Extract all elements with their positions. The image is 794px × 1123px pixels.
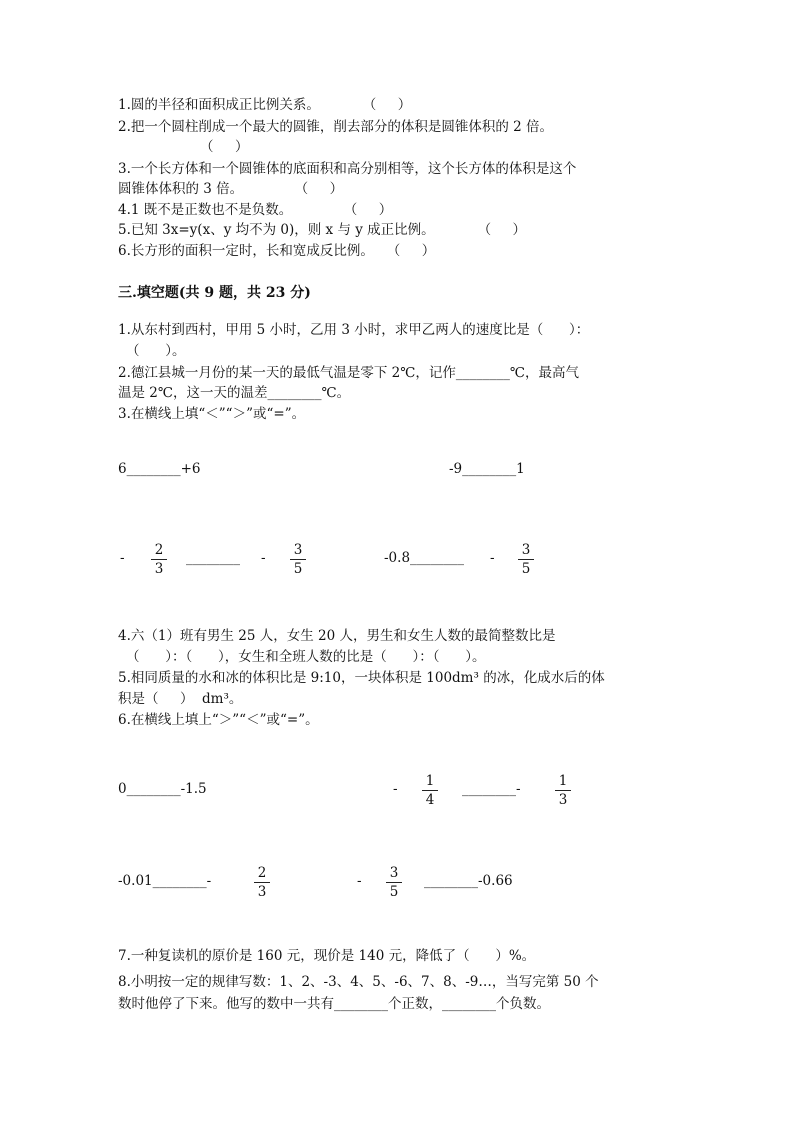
- fraction-numerator: 3: [293, 542, 303, 558]
- fraction-denominator: 5: [389, 884, 399, 900]
- fill-q4-line2: （ ）：（ ），女生和全班人数的比是（ ）：（ ）。: [126, 649, 486, 665]
- fraction-numerator: 1: [425, 773, 435, 789]
- fraction-denominator: 4: [425, 792, 435, 808]
- minus-sign: -: [261, 550, 266, 566]
- fraction-bar: [555, 790, 571, 791]
- fraction-denominator: 3: [558, 792, 568, 808]
- minus-sign: -: [357, 873, 362, 889]
- fill-q4-line1: 4.六（1）班有男生 25 人，女生 20 人，男生和女生人数的最简整数比是: [118, 628, 556, 644]
- fill-q8-line2: 数时他停了下来。他写的数中一共有________个正数，________个负数。: [118, 996, 550, 1012]
- answer-blank: ________-: [462, 781, 521, 797]
- judge-q4: 4.1 既不是正数也不是负数。 （ ）: [118, 202, 393, 218]
- q3-compare-4-left: -0.8________: [384, 550, 465, 566]
- fill-q5-line1: 5.相同质量的水和冰的体积比是 9:10，一块体积是 100dm³ 的冰，化成水后的体: [118, 670, 605, 686]
- fraction-denominator: 5: [521, 561, 531, 577]
- fraction: [254, 865, 270, 900]
- fraction: [422, 773, 438, 808]
- answer-blank: ________: [186, 550, 240, 566]
- q6-compare-4-right: ________-0.66: [424, 873, 513, 889]
- section-title: 三.填空题(共 9 题，共 23 分): [118, 285, 311, 301]
- judge-q2-line1: 2.把一个圆柱削成一个最大的圆锥，削去部分的体积是圆锥体积的 2 倍。: [118, 119, 554, 135]
- q3-compare-1: 6________+6: [118, 461, 201, 477]
- fraction-bar: [422, 790, 438, 791]
- fill-q5-line2: 积是（ ） dm³。: [118, 691, 243, 707]
- fraction-bar: [386, 882, 402, 883]
- fraction-numerator: 2: [257, 865, 267, 881]
- fraction: [151, 542, 167, 577]
- fill-q8-line1: 8.小明按一定的规律写数：1、2、-3、4、5、-6、7、8、-9…，当写完第 50 个: [118, 974, 599, 990]
- fill-q1-line1: 1.从东村到西村，甲用 5 小时，乙用 3 小时，求甲乙两人的速度比是（ ）：: [118, 322, 590, 338]
- fraction-bar: [151, 559, 167, 560]
- fraction-numerator: 3: [521, 542, 531, 558]
- fraction-denominator: 5: [293, 561, 303, 577]
- fill-q3: 3.在横线上填“＜”“＞”或“=”。: [118, 406, 306, 422]
- fraction-bar: [518, 559, 534, 560]
- fraction-numerator: 3: [389, 865, 399, 881]
- q6-compare-3-left: -0.01________-: [118, 873, 212, 889]
- fraction: [290, 542, 306, 577]
- fraction-numerator: 2: [154, 542, 164, 558]
- fill-q2-line1: 2.德江县城一月份的某一天的最低气温是零下 2℃，记作________℃，最高气: [118, 365, 579, 381]
- fill-q7: 7.一种复读机的原价是 160 元，现价是 140 元，降低了（ ）%。: [118, 948, 536, 964]
- minus-sign: -: [490, 550, 495, 566]
- minus-sign: -: [120, 550, 125, 566]
- fill-q6: 6.在横线上填上“＞”“＜”或“=”。: [118, 712, 319, 728]
- fraction: [555, 773, 571, 808]
- fill-q2-line2: 温是 2℃，这一天的温差________℃。: [118, 385, 351, 401]
- fill-q1-line2: （ ）。: [126, 343, 186, 359]
- fraction: [386, 865, 402, 900]
- fraction-numerator: 1: [558, 773, 568, 789]
- minus-sign: -: [393, 781, 398, 797]
- judge-q1: 1.圆的半径和面积成正比例关系。 （ ）: [118, 97, 412, 113]
- judge-q3-line2: 圆锥体体积的 3 倍。 （ ）: [118, 181, 344, 197]
- fraction: [518, 542, 534, 577]
- judge-q3-line1: 3.一个长方体和一个圆锥体的底面积和高分别相等，这个长方体的体积是这个: [118, 161, 577, 177]
- judge-q6: 6.长方形的面积一定时，长和宽成反比例。 （ ）: [118, 243, 436, 259]
- fraction-denominator: 3: [257, 884, 267, 900]
- fraction-denominator: 3: [154, 561, 164, 577]
- judge-q2-line2: （ ）: [200, 139, 249, 155]
- fraction-bar: [290, 559, 306, 560]
- fraction-bar: [254, 882, 270, 883]
- q3-compare-2: -9________1: [449, 461, 525, 477]
- q6-compare-1: 0________-1.5: [118, 781, 207, 797]
- judge-q5: 5.已知 3x=y(x、y 均不为 0)，则 x 与 y 成正比例。 （ ）: [118, 222, 527, 238]
